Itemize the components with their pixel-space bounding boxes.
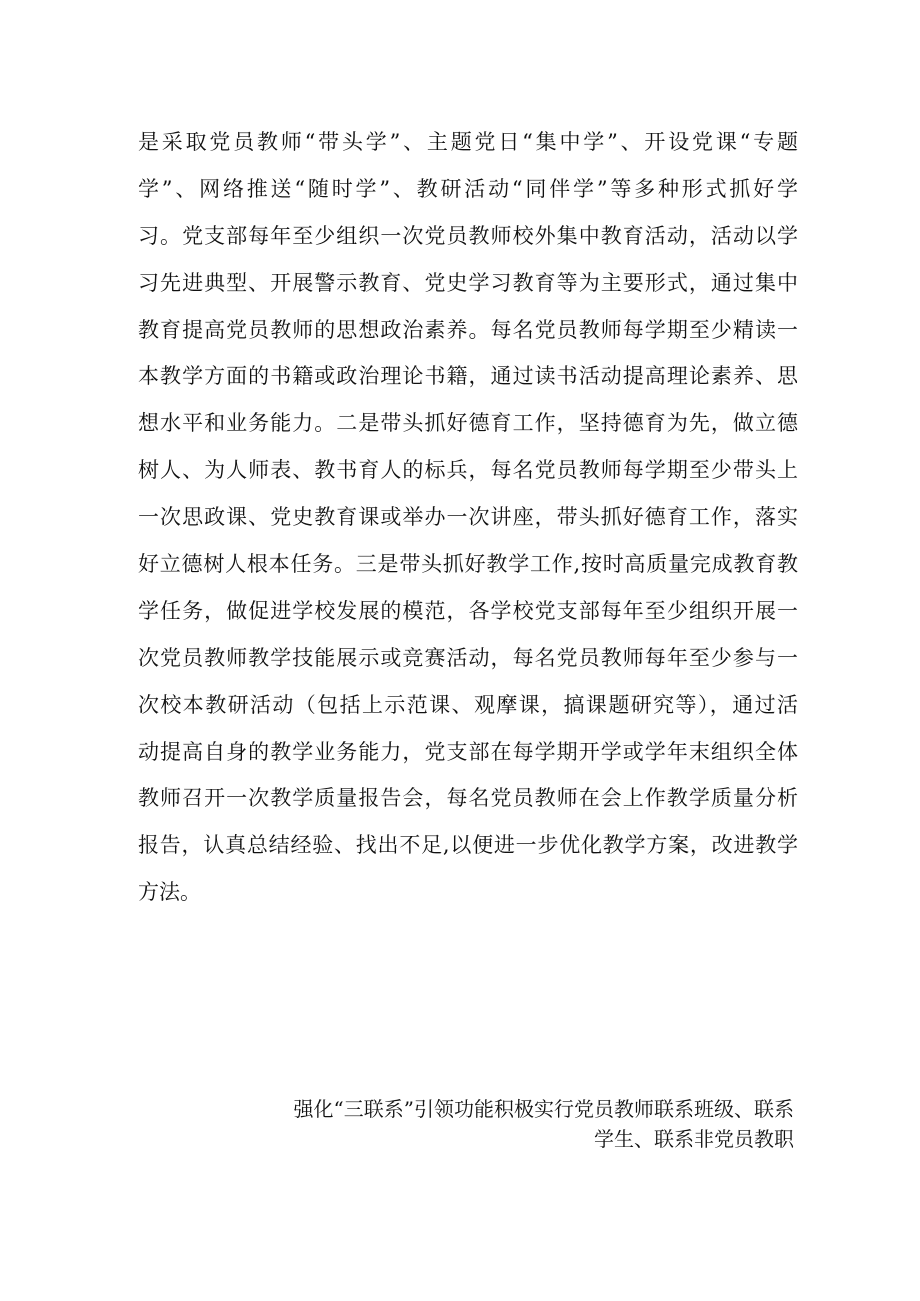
paragraph-line: 次校本教研活动（包括上示范课、观摩课，搞课题研究等），通过活 bbox=[138, 692, 798, 717]
paragraph-line: 树人、为人师表、教书育人的标兵，每名党员教师每学期至少带头上 bbox=[138, 458, 798, 483]
section-heading bbox=[174, 1094, 794, 1154]
paragraph-line: 好立德树人根本任务。三是带头抓好教学工作,按时高质量完成教育教 bbox=[138, 552, 798, 577]
paragraph-line: 学”、网络推送“随时学”、教研活动“同伴学”等多种形式抓好学 bbox=[138, 176, 798, 201]
paragraph-line: 教育提高党员教师的思想政治素养。每名党员教师每学期至少精读一 bbox=[138, 317, 798, 342]
body-paragraph bbox=[138, 119, 798, 916]
paragraph-line: 教师召开一次教学质量报告会，每名党员教师在会上作教学质量分析 bbox=[138, 786, 798, 811]
paragraph-line: 动提高自身的教学业务能力，党支部在每学期开学或学年末组织全体 bbox=[138, 739, 798, 764]
paragraph-line: 是采取党员教师“带头学”、主题党日“集中学”、开设党课“专题 bbox=[138, 130, 798, 154]
paragraph-line: 次党员教师教学技能展示或竞赛活动，每名党员教师每年至少参与一 bbox=[138, 645, 798, 670]
paragraph-line: 学任务，做促进学校发展的模范，各学校党支部每年至少组织开展一 bbox=[138, 598, 798, 623]
heading-line: 强化“三联系”引领功能积极实行党员教师联系班级、联系 bbox=[293, 1097, 794, 1121]
paragraph-line: 习。党支部每年至少组织一次党员教师校外集中教育活动，活动以学 bbox=[138, 223, 798, 248]
paragraph-line: 报告，认真总结经验、找出不足,以便进一步优化教学方案，改进教学 bbox=[138, 833, 798, 858]
paragraph-line: 本教学方面的书籍或政治理论书籍，通过读书活动提高理论素养、思 bbox=[138, 364, 798, 389]
paragraph-line: 习先进典型、开展警示教育、党史学习教育等为主要形式，通过集中 bbox=[138, 270, 798, 295]
paragraph-line: 想水平和业务能力。二是带头抓好德育工作，坚持德育为先，做立德 bbox=[138, 411, 798, 436]
paragraph-line: 一次思政课、党史教育课或举办一次讲座，带头抓好德育工作，落实 bbox=[138, 505, 798, 530]
paragraph-line: 方法。 bbox=[138, 880, 201, 905]
heading-line: 学生、联系非党员教职 bbox=[594, 1127, 794, 1151]
